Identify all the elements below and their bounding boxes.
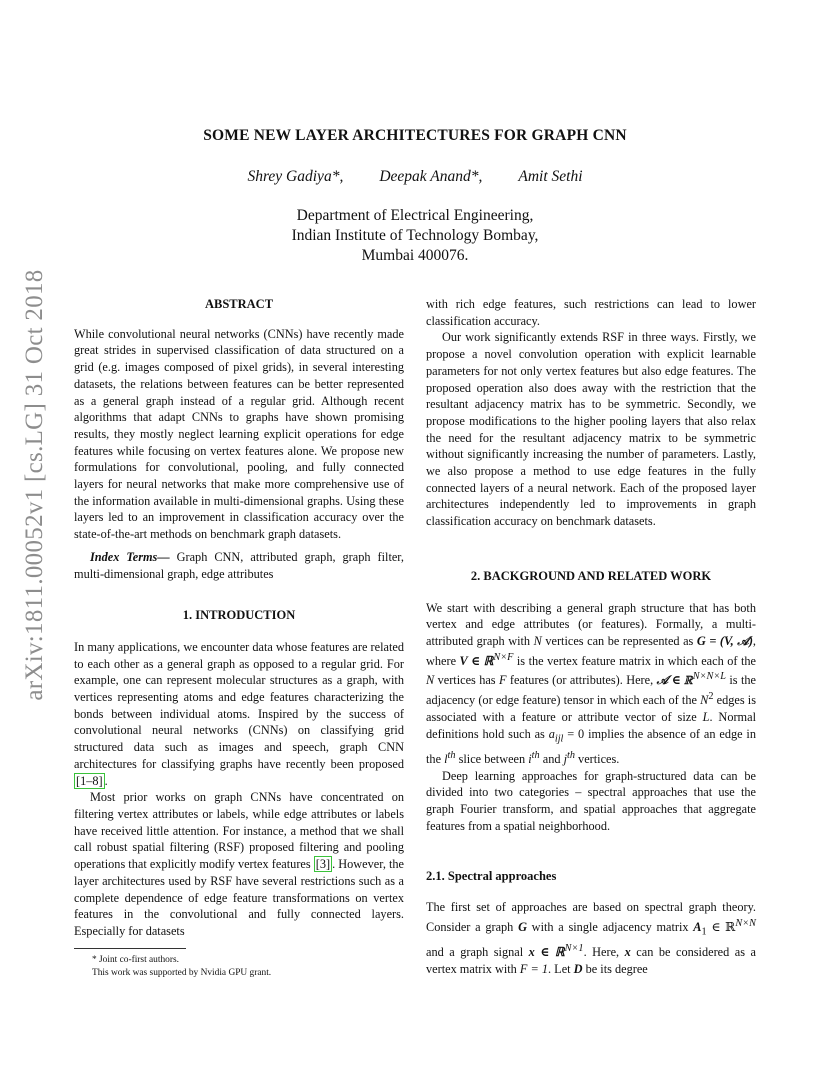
background-heading: 2. BACKGROUND AND RELATED WORK: [470, 568, 712, 583]
math-sub: ijl: [554, 733, 564, 745]
math-expr: F = 1: [519, 961, 549, 976]
text: slice between: [455, 752, 529, 766]
text: features (or attributes). Here,: [506, 673, 657, 688]
spectral-paragraph: [426, 899, 756, 977]
math-var: N: [426, 673, 435, 688]
spectral-heading: 2.1. Spectral approaches: [426, 868, 557, 883]
citation-link[interactable]: [1–8]: [76, 773, 103, 788]
math-sup: th: [447, 749, 456, 761]
math-var: L: [702, 710, 710, 725]
text: vertices.: [574, 752, 620, 766]
background-paragraph-1: [426, 600, 756, 768]
text: The first set of approaches are based on spectral graph theory. Consider a graph: [426, 900, 756, 935]
affiliation-line: Department of Electrical Engineering,: [296, 207, 534, 224]
background-paragraph-2: Deep learning approaches for graph-structured data can be divided into two categories – spectral approaches that use the graph Fourier transform, and spatial approaches that aggregate features from a spatial neighborhood.: [426, 768, 756, 833]
math-sup: N×N: [735, 917, 756, 929]
math-sup: 2: [708, 691, 714, 703]
math-expr: V ∈ ℝ: [459, 653, 494, 668]
math-var: G: [518, 920, 527, 935]
text: is the vertex feature matrix in which each of the: [513, 653, 756, 668]
intro-paragraph-2: [74, 789, 404, 939]
continued-paragraph: with rich edge features, such restrictions can lead to lower classification accuracy.: [426, 297, 756, 328]
math-var: x: [624, 945, 631, 960]
math-expr: G = (V, 𝒜): [696, 633, 753, 648]
text: vertices has: [434, 673, 499, 688]
math-var: j: [563, 752, 567, 766]
right-column: [426, 296, 756, 978]
text: be its degree: [582, 961, 648, 976]
text: can be considered as a vertex matrix with: [426, 945, 756, 976]
text: . Let: [548, 961, 574, 976]
math-var: i: [528, 752, 532, 766]
math-expr: = 0: [563, 726, 585, 741]
paper-title: SOME NEW LAYER ARCHITECTURES FOR GRAPH CNN: [203, 127, 627, 144]
footnote: * Joint co-first authors.: [92, 954, 179, 965]
footnote: This work was supported by Nvidia GPU grant.: [92, 967, 272, 978]
math-var: F: [498, 673, 507, 688]
intro-text: Most prior works on graph CNNs have concentrated on filtering vertex attributes or labels, while edge attributes or labels have received little attention. For instance, a method that we shall call robust spatial filtering (RSF) proposed filtering and pooling operations that explicitly modify vertex features: [74, 790, 404, 872]
math-var: N: [533, 633, 542, 648]
author-1: Shrey Gadiya*,: [247, 168, 344, 185]
math-var: a: [548, 726, 555, 741]
text: We start with describing a general graph structure that has both vertex and edge attributes (or features). Formally, a multi-attributed graph with: [426, 600, 756, 648]
index-terms-text: Graph CNN, attributed graph, graph filter, multi-dimensional graph, edge attributes: [74, 549, 404, 581]
text: implies the absence of an edge in the: [426, 726, 756, 766]
math-expr: x ∈ ℝ: [528, 945, 565, 960]
math-sup: N×1: [564, 943, 584, 955]
text: , where: [426, 633, 756, 668]
contribution-paragraph: Our work significantly extends RSF in three ways. Firstly, we propose a novel convolution operation with explicit learnable parameters for not only vertex features but also edge features. The proposed operation also does away with the restriction that the resultant adjacency matrix has to be symmetric. Secondly, we propose modifications to the higher pooling layers that also relax the need for the resultant adjacency matrix to be symmetric without significantly increasing the number of parameters. Lastly, we also propose a method to use edge features in the fully connected layers of a neural network. Each of the proposed layer architectures independently led to improvements in graph classification accuracy on benchmark datasets.: [426, 330, 756, 529]
index-terms: [74, 549, 404, 582]
intro-heading: 1. INTRODUCTION: [182, 608, 296, 623]
index-terms-label: Index Terms—: [90, 549, 170, 564]
math-sup: N×F: [493, 651, 514, 663]
arxiv-id: arXiv:1811.00052v1 [cs.LG] 31 Oct 2018: [21, 269, 48, 701]
text: is the adjacency (or edge feature) tensor in which each of the: [426, 673, 756, 708]
text: and: [539, 752, 564, 766]
abstract-text: While convolutional neural networks (CNNs) have recently made great strides in supervised classification of data structured on a grid (e.g. images composed of pixel grids), in several interesting datasets, the relations between features can be better represented as a general graph instead of a regular grid. Although recent algorithms that adapt CNNs to graphs have shown promising results, they mostly neglect learning explicit operations for edge features while focusing on vertex features alone. We propose new formulations for convolutional, pooling, and fully connected layers for neural networks that make more comprehensive use of the information available in multi-dimensional graphs. Using these layers led to an improvement in classification accuracy over the state-of-the-art methods on benchmark graph datasets.: [74, 326, 404, 542]
math-sub: 1: [701, 926, 707, 938]
intro-paragraph-1: [74, 639, 404, 789]
text: . Normal definitions hold such as: [426, 710, 756, 741]
math-sup: th: [566, 749, 575, 761]
citation-link[interactable]: [3]: [315, 857, 331, 872]
affiliation: [215, 206, 615, 266]
author-3: Amit Sethi: [518, 168, 583, 185]
math-expr: ∈ ℝ: [706, 920, 736, 935]
affiliation-line: Mumbai 400076.: [361, 247, 469, 264]
text: with a single adjacency matrix: [526, 920, 694, 935]
intro-text: . However, the layer architectures used by RSF have several restrictions such as a complete dependence of edge feature transformations on vertex features in the convolutional and fully connected layers. Especially for datasets: [74, 857, 404, 938]
math-var: N: [700, 693, 709, 708]
author-2: Deepak Anand*,: [379, 168, 483, 185]
text: and a graph signal: [426, 945, 529, 960]
math-var: l: [444, 752, 448, 766]
intro-text: .: [104, 773, 108, 788]
text: edges is associated with a feature or attribute vector of size: [426, 693, 756, 725]
arxiv-stamp: [20, 269, 50, 701]
author-list: [180, 168, 650, 186]
abstract-heading: ABSTRACT: [204, 297, 274, 311]
math-var: D: [573, 961, 583, 976]
math-var: A: [693, 920, 702, 935]
intro-text: In many applications, we encounter data whose features are related to each other as a general graph as opposed to a regular grid. For example, one can represent molecular structures as a graph, with vertices representing atoms and edge features characterizing the bonds between individual atoms. Inspired by the success of convolutional neural networks (CNNs) on classifying grid structured data such as images and speech, graph CNN architectures for classifying graphs have recently been proposed: [74, 639, 404, 771]
left-column: [74, 296, 404, 980]
math-sup: th: [531, 749, 540, 761]
math-expr: 𝒜 ∈ ℝ: [656, 673, 693, 688]
text: vertices can be represented as: [541, 633, 697, 648]
math-sup: N×N×L: [692, 671, 726, 683]
affiliation-line: Indian Institute of Technology Bombay,: [291, 227, 539, 244]
text: . Here,: [583, 945, 625, 960]
